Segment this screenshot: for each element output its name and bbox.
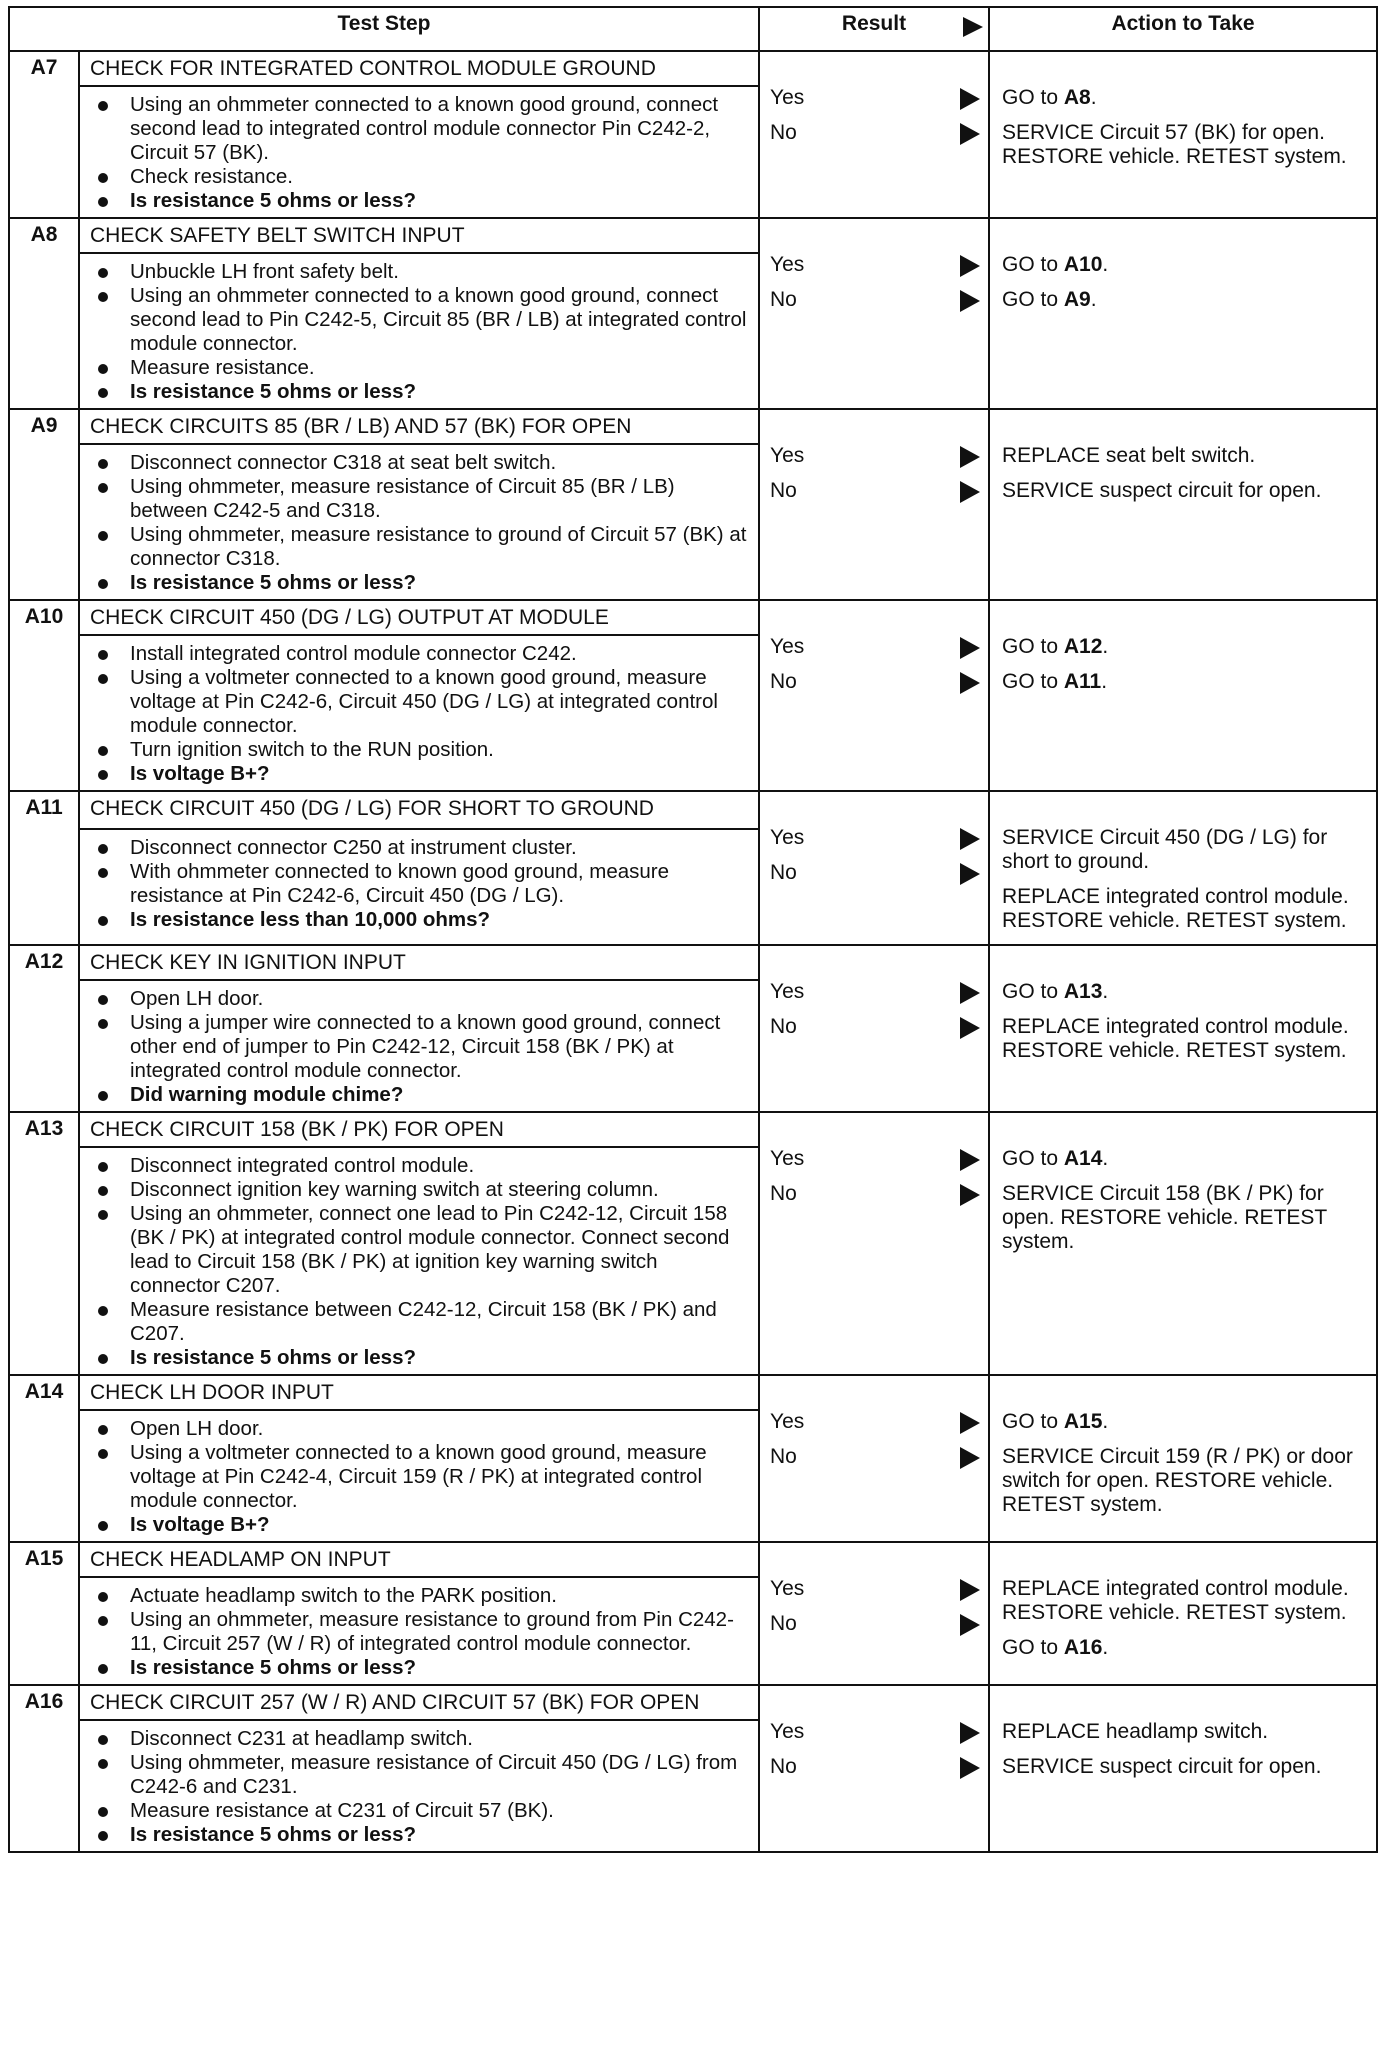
step-title-row bbox=[9, 1685, 1377, 1720]
arrow-right-icon bbox=[962, 16, 984, 44]
step-instructions bbox=[79, 86, 759, 218]
arrow-right-icon bbox=[960, 1017, 980, 1039]
instruction-item: Using a jumper wire connected to a known good ground, connect other end of jumper to Pin C242-12, Circuit 158 (BK / PK) at integrated control module connector. bbox=[94, 1011, 748, 1083]
result-label: Yes bbox=[770, 1577, 805, 1600]
step-id: A14 bbox=[9, 1375, 79, 1542]
result-label: No bbox=[770, 1182, 797, 1205]
step-title-row bbox=[9, 1375, 1377, 1410]
action-text-main: REPLACE integrated control module. RESTORE vehicle. RETEST system. bbox=[1002, 1577, 1349, 1624]
step-title-row bbox=[9, 791, 1377, 829]
result-line bbox=[770, 1755, 980, 1779]
step-title-row bbox=[9, 945, 1377, 980]
action-text bbox=[1002, 1720, 1368, 1744]
step-title: CHECK CIRCUIT 450 (DG / LG) OUTPUT AT MODULE bbox=[79, 600, 759, 635]
action-text-tail: . bbox=[1102, 980, 1109, 1003]
action-text-main: REPLACE seat belt switch. bbox=[1002, 444, 1256, 467]
result-line bbox=[770, 826, 980, 850]
instruction-item: Disconnect C231 at headlamp switch. bbox=[94, 1727, 748, 1751]
result-label: Yes bbox=[770, 635, 805, 658]
action-text bbox=[1002, 253, 1368, 277]
step-title-row bbox=[9, 1112, 1377, 1147]
step-title: CHECK HEADLAMP ON INPUT bbox=[79, 1542, 759, 1577]
action-text-tail: . bbox=[1102, 635, 1109, 658]
result-label: Yes bbox=[770, 1720, 805, 1743]
instruction-item: Actuate headlamp switch to the PARK position. bbox=[94, 1584, 748, 1608]
result-line bbox=[770, 1182, 980, 1206]
action-text bbox=[1002, 1755, 1368, 1779]
result-cell bbox=[759, 1685, 989, 1852]
arrow-right-icon bbox=[960, 1412, 980, 1434]
step-question: Is resistance less than 10,000 ohms? bbox=[94, 908, 748, 932]
action-text bbox=[1002, 444, 1368, 468]
arrow-right-icon bbox=[960, 123, 980, 145]
action-text-main: REPLACE headlamp switch. bbox=[1002, 1720, 1269, 1743]
step-id: A15 bbox=[9, 1542, 79, 1685]
step-title-row bbox=[9, 600, 1377, 635]
action-text bbox=[1002, 1577, 1368, 1625]
instruction-list bbox=[94, 451, 748, 595]
instruction-item: Using a voltmeter connected to a known good ground, measure voltage at Pin C242-6, Circuit 450 (DG / LG) at integrated control module connector. bbox=[94, 666, 748, 738]
result-line bbox=[770, 288, 980, 312]
step-title: CHECK CIRCUIT 158 (BK / PK) FOR OPEN bbox=[79, 1112, 759, 1147]
instruction-item: Using an ohmmeter connected to a known good ground, connect second lead to Pin C242-5, Circuit 85 (BR / LB) at integrated control module connector. bbox=[94, 284, 748, 356]
action-text bbox=[1002, 86, 1368, 110]
step-title: CHECK KEY IN IGNITION INPUT bbox=[79, 945, 759, 980]
step-question: Is resistance 5 ohms or less? bbox=[94, 189, 748, 213]
step-question: Is resistance 5 ohms or less? bbox=[94, 1346, 748, 1370]
action-step-ref: A12 bbox=[1063, 635, 1103, 658]
diagnostic-table-page bbox=[8, 6, 1376, 1853]
result-label: Yes bbox=[770, 444, 805, 467]
result-label: No bbox=[770, 121, 797, 144]
instruction-item: Using an ohmmeter connected to a known good ground, connect second lead to integrated control module connector Pin C242-2, Circuit 57 (BK). bbox=[94, 93, 748, 165]
action-text-main: GO to bbox=[1002, 980, 1064, 1003]
step-title-row bbox=[9, 1542, 1377, 1577]
result-line bbox=[770, 980, 980, 1004]
instruction-item: Using ohmmeter, measure resistance to ground of Circuit 57 (BK) at connector C318. bbox=[94, 523, 748, 571]
step-question: Is resistance 5 ohms or less? bbox=[94, 1656, 748, 1680]
result-line bbox=[770, 670, 980, 694]
instruction-item: Measure resistance at C231 of Circuit 57 (BK). bbox=[94, 1799, 748, 1823]
result-cell bbox=[759, 218, 989, 409]
step-instructions bbox=[79, 444, 759, 600]
action-step-ref: A8 bbox=[1063, 86, 1091, 109]
instruction-item: Unbuckle LH front safety belt. bbox=[94, 260, 748, 284]
result-cell bbox=[759, 51, 989, 218]
instruction-item: Disconnect integrated control module. bbox=[94, 1154, 748, 1178]
result-label: Yes bbox=[770, 1410, 805, 1433]
result-label: No bbox=[770, 861, 797, 884]
step-title: CHECK FOR INTEGRATED CONTROL MODULE GROUND bbox=[79, 51, 759, 86]
step-instructions bbox=[79, 980, 759, 1112]
instruction-item: Disconnect connector C318 at seat belt switch. bbox=[94, 451, 748, 475]
action-text-main: GO to bbox=[1002, 1410, 1064, 1433]
result-label: No bbox=[770, 1015, 797, 1038]
arrow-right-icon bbox=[960, 637, 980, 659]
action-text-main: SERVICE Circuit 450 (DG / LG) for short to ground. bbox=[1002, 826, 1328, 873]
step-instructions bbox=[79, 1410, 759, 1542]
action-text-main: GO to bbox=[1002, 635, 1064, 658]
arrow-right-icon bbox=[960, 828, 980, 850]
result-line bbox=[770, 1147, 980, 1171]
action-text-main: GO to bbox=[1002, 253, 1064, 276]
arrow-right-icon bbox=[960, 863, 980, 885]
action-text-tail: . bbox=[1101, 670, 1108, 693]
diagnostic-table bbox=[8, 6, 1378, 1853]
result-cell bbox=[759, 1542, 989, 1685]
result-cell bbox=[759, 791, 989, 945]
action-text-main: GO to bbox=[1002, 670, 1064, 693]
result-cell bbox=[759, 945, 989, 1112]
action-text bbox=[1002, 479, 1368, 503]
instruction-list bbox=[94, 260, 748, 404]
arrow-right-icon bbox=[960, 446, 980, 468]
arrow-right-icon bbox=[960, 1757, 980, 1779]
action-cell bbox=[989, 945, 1377, 1112]
action-text-tail: . bbox=[1090, 86, 1097, 109]
result-line bbox=[770, 1015, 980, 1039]
result-line bbox=[770, 479, 980, 503]
action-text-main: SERVICE suspect circuit for open. bbox=[1002, 479, 1322, 502]
action-text-main: GO to bbox=[1002, 86, 1064, 109]
arrow-right-icon bbox=[960, 1447, 980, 1469]
step-id: A8 bbox=[9, 218, 79, 409]
result-label: Yes bbox=[770, 1147, 805, 1170]
action-cell bbox=[989, 1112, 1377, 1375]
action-step-ref: A11 bbox=[1063, 670, 1102, 693]
instruction-item: With ohmmeter connected to known good ground, measure resistance at Pin C242-6, Circuit 450 (DG / LG). bbox=[94, 860, 748, 908]
instruction-item: Using an ohmmeter, connect one lead to Pin C242-12, Circuit 158 (BK / PK) at integrated control module connector. Connect second lead to Circuit 158 (BK / PK) at ignition key warning switch connector C207. bbox=[94, 1202, 748, 1298]
action-text bbox=[1002, 1147, 1368, 1171]
result-line bbox=[770, 444, 980, 468]
action-text-tail: . bbox=[1102, 1636, 1109, 1659]
result-label: Yes bbox=[770, 86, 805, 109]
step-instructions bbox=[79, 1147, 759, 1375]
action-text-main: SERVICE Circuit 159 (R / PK) or door switch for open. RESTORE vehicle. RETEST system. bbox=[1002, 1445, 1353, 1516]
arrow-right-icon bbox=[960, 481, 980, 503]
test-step-header: Test Step bbox=[9, 7, 759, 51]
action-text bbox=[1002, 885, 1368, 933]
instruction-item: Check resistance. bbox=[94, 165, 748, 189]
action-text bbox=[1002, 635, 1368, 659]
step-instructions bbox=[79, 829, 759, 945]
result-line bbox=[770, 1720, 980, 1744]
arrow-right-icon bbox=[960, 290, 980, 312]
step-title: CHECK CIRCUIT 450 (DG / LG) FOR SHORT TO GROUND bbox=[79, 791, 759, 829]
instruction-item: Turn ignition switch to the RUN position. bbox=[94, 738, 748, 762]
instruction-item: Open LH door. bbox=[94, 987, 748, 1011]
result-label: No bbox=[770, 670, 797, 693]
arrow-right-icon bbox=[960, 1579, 980, 1601]
action-text-main: GO to bbox=[1002, 288, 1064, 311]
table-header-row bbox=[9, 7, 1377, 51]
step-id: A12 bbox=[9, 945, 79, 1112]
result-line bbox=[770, 1577, 980, 1601]
result-cell bbox=[759, 1112, 989, 1375]
instruction-list bbox=[94, 1727, 748, 1847]
step-question: Is resistance 5 ohms or less? bbox=[94, 380, 748, 404]
action-text-main: SERVICE suspect circuit for open. bbox=[1002, 1755, 1322, 1778]
result-line bbox=[770, 861, 980, 885]
action-cell bbox=[989, 600, 1377, 791]
action-text-main: REPLACE integrated control module. RESTORE vehicle. RETEST system. bbox=[1002, 1015, 1349, 1062]
action-text bbox=[1002, 1182, 1368, 1254]
arrow-right-icon bbox=[960, 1184, 980, 1206]
result-line bbox=[770, 1445, 980, 1469]
result-label: No bbox=[770, 1445, 797, 1468]
instruction-item: Measure resistance. bbox=[94, 356, 748, 380]
arrow-right-icon bbox=[960, 1614, 980, 1636]
result-line bbox=[770, 253, 980, 277]
action-step-ref: A9 bbox=[1063, 288, 1091, 311]
action-text bbox=[1002, 980, 1368, 1004]
instruction-list bbox=[94, 987, 748, 1107]
action-text bbox=[1002, 826, 1368, 874]
result-header-label: Result bbox=[841, 12, 907, 35]
instruction-list bbox=[94, 836, 748, 932]
instruction-list bbox=[94, 1417, 748, 1537]
result-cell bbox=[759, 600, 989, 791]
steps-body bbox=[9, 51, 1377, 1852]
action-step-ref: A14 bbox=[1063, 1147, 1103, 1170]
instruction-list bbox=[94, 1154, 748, 1370]
result-cell bbox=[759, 409, 989, 600]
step-question: Is voltage B+? bbox=[94, 762, 748, 786]
action-text bbox=[1002, 1445, 1368, 1517]
step-question: Did warning module chime? bbox=[94, 1083, 748, 1107]
step-instructions bbox=[79, 1720, 759, 1852]
action-text bbox=[1002, 1636, 1368, 1660]
action-step-ref: A10 bbox=[1063, 253, 1103, 276]
step-title-row bbox=[9, 51, 1377, 86]
action-text-main: GO to bbox=[1002, 1147, 1064, 1170]
step-instructions bbox=[79, 635, 759, 791]
action-text-main: REPLACE integrated control module. RESTORE vehicle. RETEST system. bbox=[1002, 885, 1349, 932]
step-title: CHECK CIRCUIT 257 (W / R) AND CIRCUIT 57 (BK) FOR OPEN bbox=[79, 1685, 759, 1720]
step-id: A10 bbox=[9, 600, 79, 791]
action-cell bbox=[989, 51, 1377, 218]
result-line bbox=[770, 1612, 980, 1636]
action-cell bbox=[989, 1542, 1377, 1685]
result-label: No bbox=[770, 1612, 797, 1635]
step-question: Is resistance 5 ohms or less? bbox=[94, 1823, 748, 1847]
result-label: No bbox=[770, 288, 797, 311]
instruction-list bbox=[94, 1584, 748, 1680]
step-title: CHECK CIRCUITS 85 (BR / LB) AND 57 (BK) FOR OPEN bbox=[79, 409, 759, 444]
step-instructions bbox=[79, 253, 759, 409]
arrow-right-icon bbox=[960, 255, 980, 277]
action-text bbox=[1002, 670, 1368, 694]
result-label: No bbox=[770, 1755, 797, 1778]
instruction-item: Install integrated control module connector C242. bbox=[94, 642, 748, 666]
action-text-main: SERVICE Circuit 57 (BK) for open. RESTORE vehicle. RETEST system. bbox=[1002, 121, 1347, 168]
action-text-main: SERVICE Circuit 158 (BK / PK) for open. RESTORE vehicle. RETEST system. bbox=[1002, 1182, 1327, 1253]
instruction-list bbox=[94, 93, 748, 213]
action-cell bbox=[989, 218, 1377, 409]
instruction-list bbox=[94, 642, 748, 786]
result-header bbox=[759, 7, 989, 51]
action-text bbox=[1002, 121, 1368, 169]
result-label: Yes bbox=[770, 826, 805, 849]
action-text-tail: . bbox=[1102, 1410, 1109, 1433]
instruction-item: Disconnect connector C250 at instrument cluster. bbox=[94, 836, 748, 860]
instruction-item: Using ohmmeter, measure resistance of Circuit 85 (BR / LB) between C242-5 and C318. bbox=[94, 475, 748, 523]
action-step-ref: A15 bbox=[1063, 1410, 1103, 1433]
step-question: Is resistance 5 ohms or less? bbox=[94, 571, 748, 595]
action-text bbox=[1002, 288, 1368, 312]
step-id: A16 bbox=[9, 1685, 79, 1852]
action-cell bbox=[989, 791, 1377, 945]
instruction-item: Using an ohmmeter, measure resistance to ground from Pin C242-11, Circuit 257 (W / R) of integrated control module connector. bbox=[94, 1608, 748, 1656]
result-label: No bbox=[770, 479, 797, 502]
action-text-tail: . bbox=[1102, 1147, 1109, 1170]
action-header: Action to Take bbox=[989, 7, 1377, 51]
result-label: Yes bbox=[770, 253, 805, 276]
action-text-tail: . bbox=[1090, 288, 1097, 311]
arrow-right-icon bbox=[960, 88, 980, 110]
result-line bbox=[770, 1410, 980, 1434]
step-id: A11 bbox=[9, 791, 79, 945]
instruction-item: Measure resistance between C242-12, Circuit 158 (BK / PK) and C207. bbox=[94, 1298, 748, 1346]
step-question: Is voltage B+? bbox=[94, 1513, 748, 1537]
step-title-row bbox=[9, 409, 1377, 444]
step-id: A7 bbox=[9, 51, 79, 218]
arrow-right-icon bbox=[960, 982, 980, 1004]
instruction-item: Disconnect ignition key warning switch at steering column. bbox=[94, 1178, 748, 1202]
result-line bbox=[770, 635, 980, 659]
arrow-right-icon bbox=[960, 672, 980, 694]
action-cell bbox=[989, 1375, 1377, 1542]
action-step-ref: A13 bbox=[1063, 980, 1103, 1003]
action-cell bbox=[989, 1685, 1377, 1852]
step-id: A9 bbox=[9, 409, 79, 600]
arrow-right-icon bbox=[960, 1149, 980, 1171]
action-text-tail: . bbox=[1102, 253, 1109, 276]
result-cell bbox=[759, 1375, 989, 1542]
action-step-ref: A16 bbox=[1063, 1636, 1103, 1659]
result-line bbox=[770, 86, 980, 110]
step-id: A13 bbox=[9, 1112, 79, 1375]
action-text bbox=[1002, 1015, 1368, 1063]
step-title: CHECK SAFETY BELT SWITCH INPUT bbox=[79, 218, 759, 253]
action-text bbox=[1002, 1410, 1368, 1434]
result-line bbox=[770, 121, 980, 145]
instruction-item: Using a voltmeter connected to a known good ground, measure voltage at Pin C242-4, Circuit 159 (R / PK) at integrated control module connector. bbox=[94, 1441, 748, 1513]
step-title: CHECK LH DOOR INPUT bbox=[79, 1375, 759, 1410]
instruction-item: Using ohmmeter, measure resistance of Circuit 450 (DG / LG) from C242-6 and C231. bbox=[94, 1751, 748, 1799]
result-label: Yes bbox=[770, 980, 805, 1003]
action-cell bbox=[989, 409, 1377, 600]
instruction-item: Open LH door. bbox=[94, 1417, 748, 1441]
step-title-row bbox=[9, 218, 1377, 253]
step-instructions bbox=[79, 1577, 759, 1685]
arrow-right-icon bbox=[960, 1722, 980, 1744]
action-text-main: GO to bbox=[1002, 1636, 1064, 1659]
